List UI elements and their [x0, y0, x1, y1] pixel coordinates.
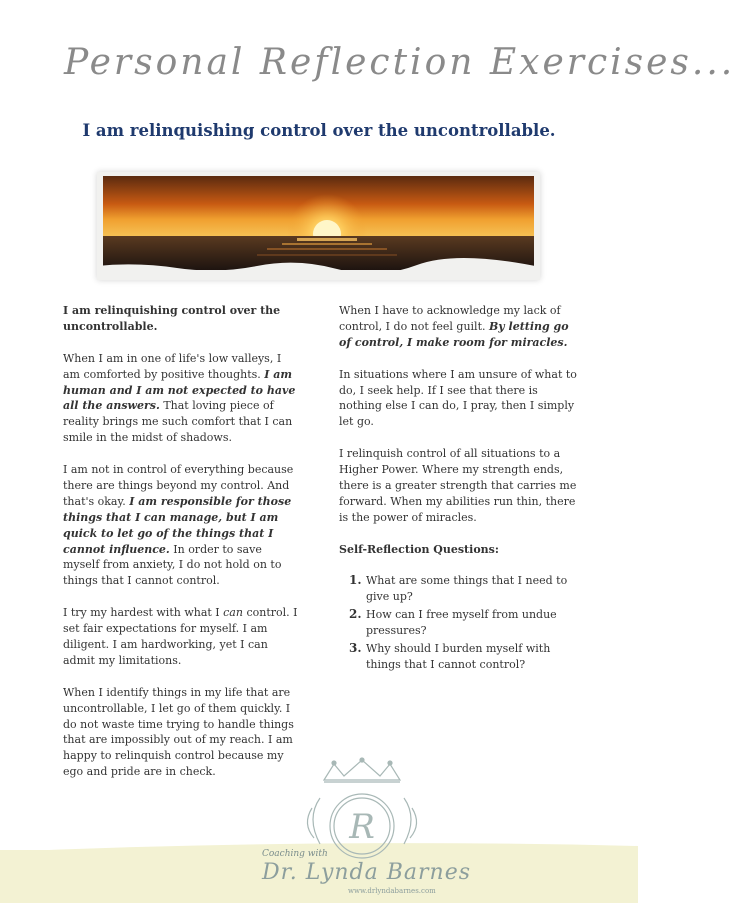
right-column: [339, 303, 581, 675]
page-subtitle: I am relinquishing control over the uncontrollable.: [82, 121, 556, 140]
left-paragraph-3: [63, 605, 301, 669]
right-paragraph-1: [339, 303, 581, 351]
text-span: control. I set fair expectations for myself. I am diligent. I am hardworking, yet I can admit my limitations.: [63, 606, 298, 667]
emphasis-span: I am responsible for those things that I can manage, but I am quick to let go of the things that I cannot influence.: [63, 494, 292, 556]
text-span: That loving piece of reality brings me such comfort that I can smile in the midst of shadows.: [63, 399, 293, 445]
header-script-title: Personal Reflection Exercises...: [64, 42, 735, 83]
question-number: 3.: [349, 640, 362, 655]
text-span: I am not in control of everything because there are things beyond my control. And that's okay.: [63, 463, 294, 508]
questions-list: [339, 573, 581, 672]
logo-name: Dr. Lynda Barnes: [262, 860, 472, 885]
question-number: 2.: [349, 607, 362, 622]
question-item: [339, 573, 581, 605]
question-text: What are some things that I need to give up?: [366, 574, 568, 604]
left-paragraph-1: [63, 351, 301, 446]
left-column: [63, 303, 301, 796]
question-item: [339, 607, 581, 639]
question-number: 1.: [349, 573, 362, 588]
left-heading: I am relinquishing control over the uncontrollable.: [63, 304, 281, 333]
sunset-photo: [97, 172, 540, 280]
text-span: When I am in one of life's low valleys, I am comforted by positive thoughts.: [63, 351, 282, 381]
question-text: Why should I burden myself with things that I cannot control?: [366, 641, 551, 671]
left-paragraph-4: When I identify things in my life that are uncontrollable, I let go of them quickly. I do not waste time trying to handle things that are impossibly out of my reach. I am happy to relinquish control because my ego and pride are in check.: [63, 685, 294, 779]
left-paragraph-2: [63, 462, 301, 589]
text-span: I try my hardest with what I: [63, 606, 224, 620]
logo-monogram: R: [349, 807, 375, 847]
question-text: How can I free myself from undue pressures?: [366, 608, 557, 638]
right-paragraph-3: I relinquish control of all situations to a Higher Power. Where my strength ends, there is a greater strength that carries me forward. When my abilities run thin, there is the power of miracles.: [339, 447, 577, 524]
emphasis-span: I am human and I am not expected to have all the answers.: [63, 367, 296, 413]
italic-span: can: [223, 606, 243, 620]
emphasis-span: By letting go of control, I make room for miracles.: [339, 319, 569, 349]
logo-url: www.drlyndabarnes.com: [348, 887, 436, 895]
sunset-image: [97, 172, 540, 280]
question-item: [339, 641, 581, 673]
logo-coaching-label: Coaching with: [262, 849, 328, 859]
questions-heading: Self-Reflection Questions:: [339, 542, 499, 556]
text-span: In order to save myself from anxiety, I do not hold on to things that I cannot control.: [63, 542, 282, 588]
text-span: When I have to acknowledge my lack of control, I do not feel guilt.: [339, 304, 561, 333]
right-paragraph-2: In situations where I am unsure of what to do, I seek help. If I see that there is nothing else I can do, I pray, then I simply let go.: [339, 367, 577, 429]
